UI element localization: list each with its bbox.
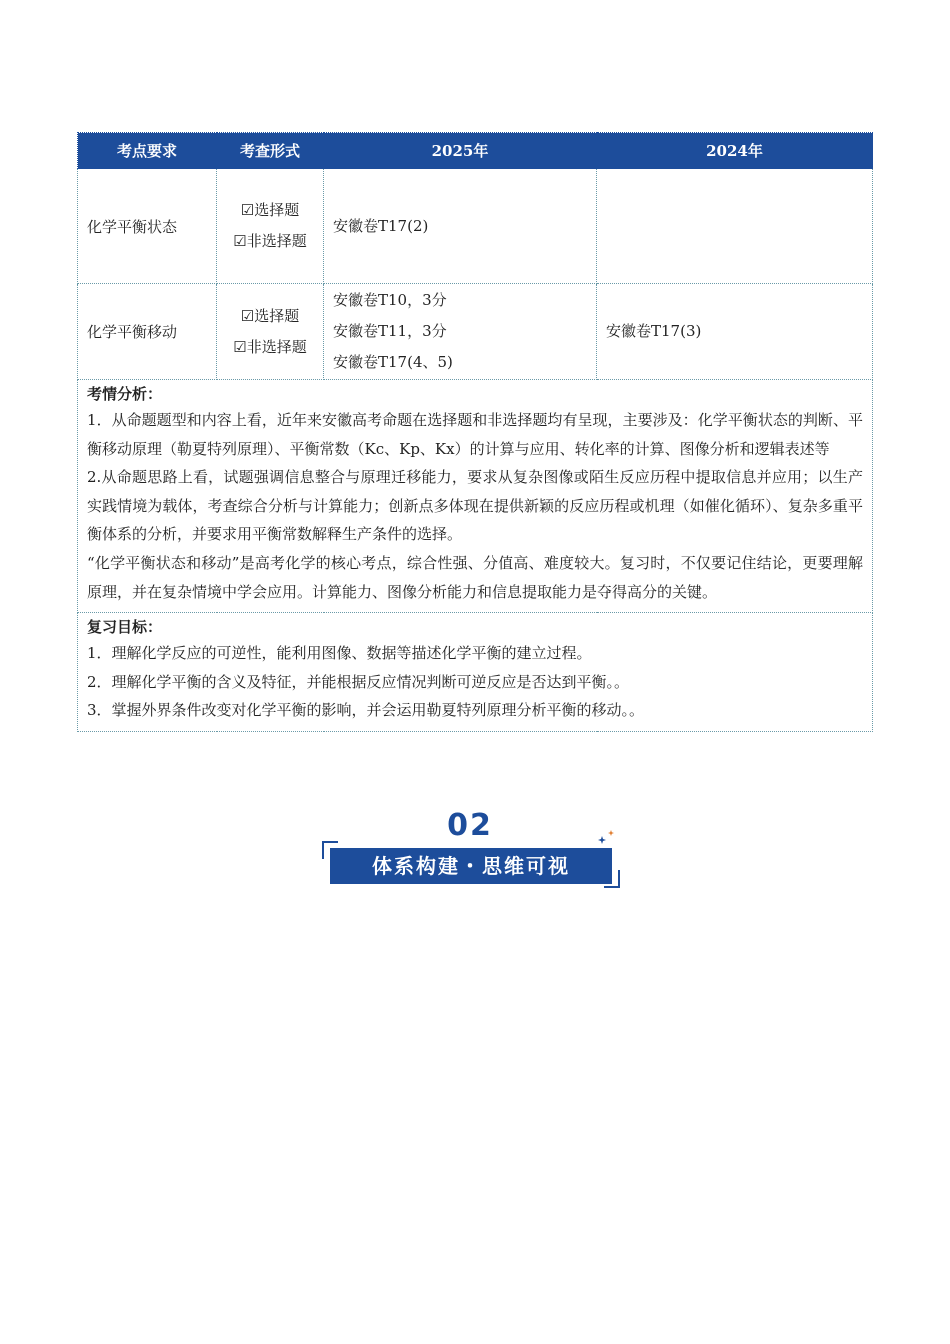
goals-cell <box>78 613 873 732</box>
year-2024-cell <box>597 284 873 380</box>
header-2024: 2024年 <box>597 133 873 169</box>
form-choice: ☑选择题 <box>240 201 300 219</box>
exam-points-table <box>77 132 873 732</box>
goal-item: 3．掌握外界条件改变对化学平衡的影响，并会运用勒夏特列原理分析平衡的移动。。 <box>87 701 645 720</box>
table-row <box>78 284 873 380</box>
corner-bracket <box>604 870 620 888</box>
form-non-choice: ☑非选择题 <box>233 337 307 356</box>
header-form: 考查形式 <box>217 133 324 169</box>
exam-ref: 安徽卷T11，3分 <box>333 322 447 340</box>
exam-ref: 安徽卷T10，3分 <box>333 291 447 309</box>
analysis-title: 考情分析： <box>87 385 163 403</box>
analysis-paragraph: “化学平衡状态和移动”是高考化学的核心考点，综合性强、分值高、难度较大。复习时，不仅要记住结论，更要理解原理，并在复杂情境中学会应用。计算能力、图像分析能力和信息提取能力是夺得高分的关键。 <box>87 553 863 601</box>
analysis-cell <box>78 380 873 613</box>
year-2025-cell <box>324 169 597 284</box>
forms-cell <box>217 284 324 380</box>
analysis-paragraph: 1．从命题题型和内容上看，近年来安徽高考命题在选择题和非选择题均有呈现，主要涉及：化学平衡状态的判断、平衡移动原理（勒夏特列原理）、平衡常数（Kc、Kp、Kx）的计算与应用、转化率的计算、图像分析和逻辑表述等 <box>87 411 863 458</box>
exam-ref: 安徽卷T17(2) <box>333 216 429 235</box>
form-choice: ☑选择题 <box>240 306 300 325</box>
topic-cell: 化学平衡移动 <box>78 284 217 380</box>
year-2024-cell <box>597 169 873 284</box>
table-row <box>78 169 873 284</box>
exam-ref: 安徽卷T17(3) <box>606 322 702 340</box>
goal-item: 2．理解化学平衡的含义及特征，并能根据反应情况判断可逆反应是否达到平衡。。 <box>87 672 630 691</box>
analysis-row <box>78 380 873 613</box>
year-2025-cell <box>324 284 597 380</box>
forms-cell <box>217 169 324 284</box>
topic-cell: 化学平衡状态 <box>78 169 217 284</box>
section-title: 体系构建・思维可视 <box>372 854 570 878</box>
goals-title: 复习目标： <box>87 618 163 637</box>
exam-ref: 安徽卷T17(4、5) <box>333 353 453 371</box>
analysis-paragraph: 2.从命题思路上看，试题强调信息整合与原理迁移能力，要求从复杂图像或陌生反应历程中提取信息并应用；以生产实践情境为载体，考查综合分析与计算能力；创新点多体现在提供新颖的反应历程或机理（如催化循环）、复杂多重平衡体系的分析，并要求用平衡常数解释生产条件的选择。 <box>87 468 863 544</box>
goal-item: 1．理解化学反应的可逆性，能利用图像、数据等描述化学平衡的建立过程。 <box>87 644 592 663</box>
sparkle-icon <box>596 828 618 850</box>
section-number: 02 <box>447 808 493 843</box>
header-topic: 考点要求 <box>78 133 217 169</box>
table-header-row <box>78 133 873 169</box>
section-banner <box>320 808 620 892</box>
form-non-choice: ☑非选择题 <box>233 232 307 250</box>
goals-row <box>78 613 873 732</box>
header-2025: 2025年 <box>324 133 597 169</box>
